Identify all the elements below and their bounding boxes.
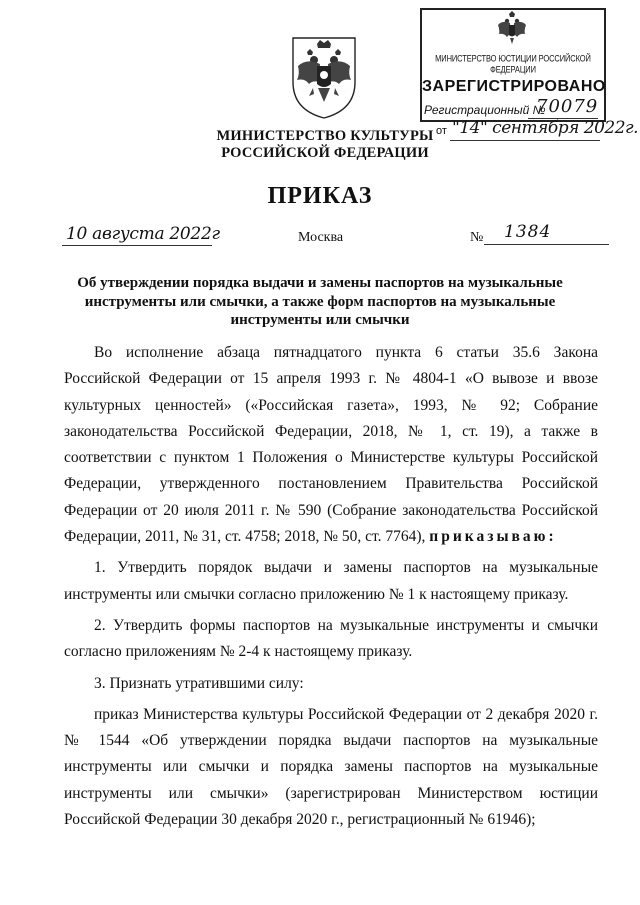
- ministry-line-1: МИНИСТЕРСТВО КУЛЬТУРЫ: [216, 128, 434, 144]
- paragraph-preamble: [64, 340, 598, 550]
- stamp-date-handwritten: "14" сентября 2022г.: [452, 118, 639, 138]
- paragraph-repealed-order: приказ Министерства культуры Российской Федерации от 2 декабря 2020 г. № 1544 «Об утверждении порядка выдачи паспортов на музыкальные инструменты или смычки и порядка замены паспортов на музыкальные инструменты или смычки» (зарегистрирован Министерством юстиции Российской Федерации 30 декабря 2020 г., регистрационный № 61946);: [64, 705, 598, 829]
- order-date-underline: [62, 245, 212, 246]
- stamp-date-underline: [450, 140, 600, 141]
- order-body: [64, 340, 598, 838]
- city-name: Москва: [298, 230, 344, 245]
- order-date-handwritten: 10 августа 2022г: [66, 224, 220, 244]
- stamp-reg-label: Регистрационный №: [424, 103, 546, 117]
- number-sign: №: [470, 230, 484, 245]
- stamp-registered-label: ЗАРЕГИСТРИРОВАНО: [422, 78, 606, 95]
- coat-of-arms-emblem: [287, 30, 361, 120]
- stamp-ministry-line: МИНИСТЕРСТВО ЮСТИЦИИ РОССИЙСКОЙ ФЕДЕРАЦИИ: [435, 53, 591, 75]
- preamble-text: Во исполнение абзаца пятнадцатого пункта 6 статьи 35.6 Закона Российской Федерации от 15 апреля 1993 г. № 4804-1 «О вывозе и ввозе культурных ценностей» («Российская газета», 1993, № 92; Собрание законодательства Российской Федерации, 2018, № 1, ст. 19), а также в соответствии с пунктом 1 Положения о Министерстве культуры Российской Федерации, утвержденного постановлением Правительства Российской Федерации от 20 июля 2011 г. № 590 (Собрание законодательства Российской Федерации, 2011, № 31, ст. 4758; 2018, № 50, ст. 7764),: [64, 344, 598, 546]
- stamp-eagle-icon: [496, 10, 528, 46]
- ministry-line-2: РОССИЙСКОЙ ФЕДЕРАЦИИ: [221, 145, 429, 161]
- paragraph-item-1: 1. Утвердить порядок выдачи и замены паспортов на музыкальные инструменты или смычки согласно приложению № 1 к настоящему приказу.: [64, 559, 598, 603]
- order-keyword: приказываю:: [429, 528, 557, 546]
- paragraph-item-2: 2. Утвердить формы паспортов на музыкальные инструменты и смычки согласно приложениям № 2-4 к настоящему приказу.: [64, 616, 598, 661]
- order-number-handwritten: 1384: [504, 222, 552, 242]
- ministry-name: [205, 128, 445, 162]
- document-title: ПРИКАЗ: [267, 183, 373, 209]
- order-number-underline: [484, 244, 609, 245]
- stamp-date-prefix: от: [436, 125, 447, 137]
- order-heading: Об утверждении порядка выдачи и замены паспортов на музыкальные инструменты или смычки, а также форм паспортов на музыкальные инструменты или смычки: [77, 275, 563, 328]
- paragraph-item-3: 3. Признать утратившими силу:: [94, 674, 304, 692]
- stamp-reg-number-handwritten: 70079: [536, 96, 599, 117]
